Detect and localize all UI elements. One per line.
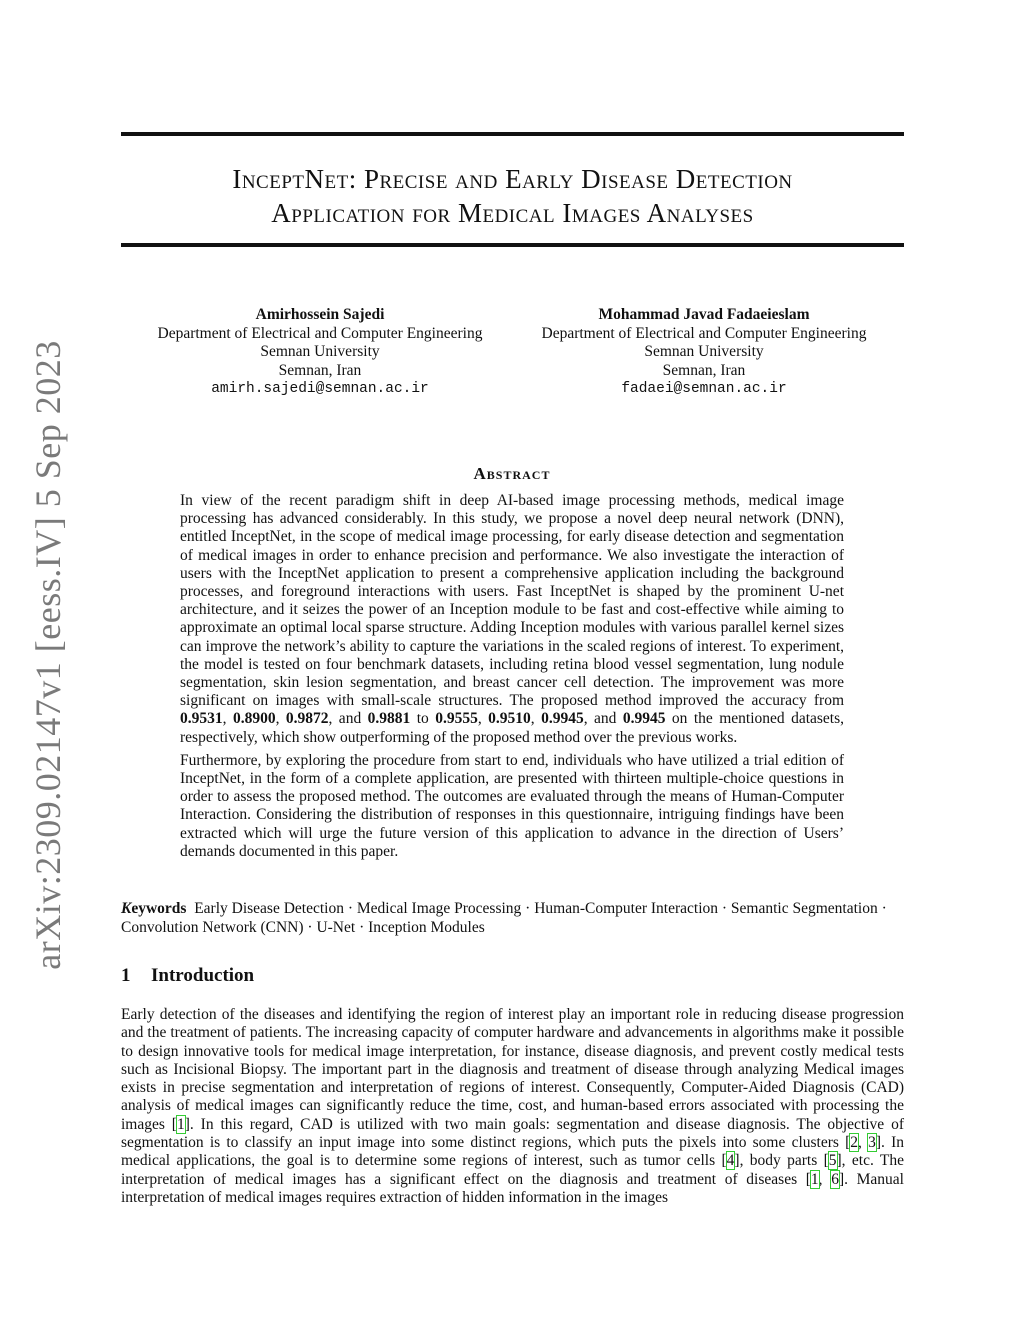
accuracy-from-value: 0.9881 <box>367 710 411 728</box>
author-name: Mohammad Javad Fadaeieslam <box>598 306 810 323</box>
author-name: Amirhossein Sajedi <box>255 306 385 323</box>
separator: , <box>477 710 489 728</box>
citation-link[interactable]: 5 <box>828 1152 837 1170</box>
keywords-label <box>121 900 186 917</box>
author-email[interactable]: amirh.sajedi@semnan.ac.ir <box>211 381 429 397</box>
citation-link[interactable]: 4 <box>726 1152 735 1170</box>
intro-text: ], body parts [ <box>734 1152 829 1170</box>
accuracy-from-value: 0.8900 <box>232 710 276 728</box>
separator: , and <box>328 710 368 728</box>
keywords-block <box>121 900 904 937</box>
citation-link[interactable]: 1 <box>176 1115 185 1133</box>
intro-text: ], etc. The interpretation of medical images has a significant effect on the diagnosis and treatment of diseases [ <box>121 1152 904 1188</box>
accuracy-to-value: 0.9945 <box>541 710 584 728</box>
abstract-heading: Abstract <box>473 464 551 483</box>
keywords-label-rest: eywords <box>131 900 187 917</box>
intro-text: Early detection of the diseases and identifying the region of interest play an important role in reducing disease progression and the treatment of patients. The increasing capacity of computer hardware and advancements in algorithms make it possible to design innovative tools for medical image interpretation, for instance, disease diagnosis, and prevent costly medical tests such as Incisional Biopsy. The important part in the diagnosis and treatment of disease through analyzing Medical images exists in precise segmentation and interpretation of regions of interest. Consequently, Computer-Aided Diagnosis (CAD) analysis of medical images can significantly reduce the time, cost, and human-based errors associated with processing the images [ <box>121 1006 904 1133</box>
author-location: Semnan, Iran <box>278 361 362 379</box>
intro-text: , <box>818 1170 832 1188</box>
intro-text: ]. Manual interpretation of medical images requires extraction of hidden information in the images <box>121 1170 904 1206</box>
accuracy-from-value: 0.9531 <box>180 710 223 728</box>
introduction-paragraph <box>121 1006 904 1207</box>
section-heading-introduction <box>121 965 254 987</box>
abstract-body <box>180 492 844 866</box>
author-university: Semnan University <box>644 343 764 360</box>
intro-text: ]. In medical applications, the goal is to determine some regions of interest, such as tumor cells [ <box>121 1134 905 1170</box>
separator: to <box>410 710 436 728</box>
intro-text: ]. In this regard, CAD is utilized with two main goals: segmentation and disease diagnosis. The objective of segmentation is to classify an input image into some distinct regions, which puts the pixels into some clusters [ <box>121 1115 904 1152</box>
abstract-paragraph-1 <box>180 492 844 747</box>
title-line-1: InceptNet: Precise and Early Disease Detection <box>232 164 793 194</box>
separator: , <box>222 710 233 728</box>
citation-link[interactable]: 1 <box>810 1170 819 1188</box>
citation-link[interactable]: 3 <box>868 1134 876 1152</box>
title-bottom-rule <box>121 243 904 247</box>
author-university: Semnan University <box>260 343 380 360</box>
author-email[interactable]: fadaei@semnan.ac.ir <box>621 381 787 397</box>
intro-text: , <box>858 1134 869 1152</box>
accuracy-to-value: 0.9945 <box>622 710 666 728</box>
citation-link[interactable]: 2 <box>850 1134 859 1152</box>
author-department: Department of Electrical and Computer Engineering <box>541 324 867 342</box>
section-title: Introduction <box>151 965 255 986</box>
section-number: 1 <box>121 965 131 986</box>
accuracy-to-value: 0.9555 <box>435 710 478 728</box>
title-line-2: Application for Medical Images Analyses <box>271 198 754 228</box>
author-department: Department of Electrical and Computer Engineering <box>157 324 483 342</box>
citation-link[interactable]: 6 <box>831 1170 839 1188</box>
keywords-label-initial: K <box>121 900 132 917</box>
title-top-rule <box>121 132 904 136</box>
author-location: Semnan, Iran <box>662 361 746 379</box>
author-block-2 <box>504 306 904 399</box>
abstract-text: In view of the recent paradigm shift in deep AI-based image processing methods, medical image processing has advanced considerably. In this study, we propose a novel deep neural network (DNN), entitled InceptNet, in the scope of medical image processing, for early disease detection and segmentation of medical images in order to enhance precision and performance. We also investigate the interaction of users with the InceptNet application to present a comprehensive application including the background processes, and foreground interactions with users. Fast InceptNet is shaped by the prominent U-net architecture, and it seizes the power of an Inception module to be fast and cost-effective while aiming to approximate an optimal local sparse structure. Adding Inception modules with various parallel kernel sizes can improve the network’s ability to capture the variations in the scaled regions of interest. To experiment, the model is tested on four benchmark datasets, including retina blood vessel segmentation, lung nodule segmentation, skin lesion segmentation, and breast cancer cell detection. The improvement was more significant on images with small-scale structures. The proposed method improved the accuracy from <box>180 492 844 710</box>
accuracy-to-value: 0.9510 <box>488 710 531 728</box>
arxiv-identifier: arXiv:2309.02147v1 [eess.IV] 5 Sep 2023 <box>28 340 68 970</box>
abstract-text: on the mentioned datasets, respectively, which show outperforming of the proposed method over the previous works. <box>180 710 845 746</box>
author-block-1 <box>120 306 520 399</box>
separator: , and <box>583 710 623 728</box>
separator: , <box>530 710 542 728</box>
paper-title <box>121 162 904 230</box>
introduction-body <box>121 1006 904 1207</box>
separator: , <box>275 710 286 728</box>
accuracy-from-value: 0.9872 <box>285 710 329 728</box>
keywords-list: Early Disease Detection · Medical Image Processing · Human-Computer Interaction · Semantic Segmentation · Convolution Network (CNN) · U-Net · Inception Modules <box>121 900 887 936</box>
abstract-paragraph-2: Furthermore, by exploring the procedure from start to end, individuals who have utilized a trial edition of InceptNet, in the form of a complete application, are presented with thirteen multiple-choice questions in order to assess the proposed method. The outcomes are evaluated through the means of Human-Computer Interaction. Considering the distribution of responses in this questionnaire, intriguing findings have been extracted which will urge the future version of this application to advance in the direction of Users’ demands documented in this paper. <box>180 751 844 860</box>
